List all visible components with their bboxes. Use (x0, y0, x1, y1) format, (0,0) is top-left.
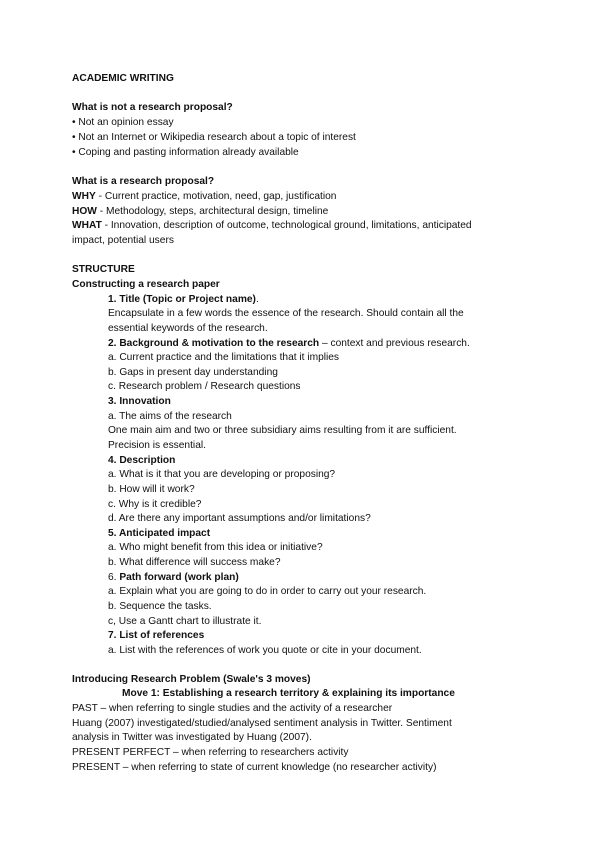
tense-present: PRESENT – when referring to state of current knowledge (no researcher activity) (72, 762, 437, 773)
section-2-title: 2. Background & motivation to the research (108, 338, 320, 349)
bullet-item: • Not an opinion essay (72, 117, 174, 128)
section-1-text: essential keywords of the research. (108, 323, 268, 334)
list-item: b. Gaps in present day understanding (108, 367, 278, 378)
how-text: - Methodology, steps, architectural design, timeline (96, 206, 329, 217)
list-item: a. Explain what you are going to do in order to carry out your research. (108, 586, 427, 597)
section-1-title: 1. Title (Topic or Project name) (108, 294, 256, 305)
list-item: a. Current practice and the limitations that it implies (108, 352, 340, 363)
what-line-continued: impact, potential users (72, 235, 174, 246)
list-item: b. How will it work? (108, 484, 195, 495)
what-text: - Innovation, description of outcome, technological ground, limitations, anticipated (101, 220, 472, 231)
section-3-text: Precision is essential. (108, 440, 206, 451)
section-2-title-line: 2. Background & motivation to the research – context and previous research. (108, 338, 470, 349)
bullet-item: • Not an Internet or Wikipedia research about a topic of interest (72, 132, 356, 143)
how-key: HOW (72, 206, 97, 217)
section-3-title: 3. Innovation (108, 396, 171, 407)
list-item: d. Are there any important assumptions and/or limitations? (108, 513, 371, 524)
why-text: - Current practice, motivation, need, gap, justification (95, 191, 337, 202)
example-text: Huang (2007) investigated/studied/analysed sentiment analysis in Twitter. Sentiment (72, 718, 452, 729)
example-text: analysis in Twitter was investigated by Huang (2007). (72, 732, 312, 743)
list-item: b. Sequence the tasks. (108, 601, 212, 612)
list-item: a. What is it that you are developing or proposing? (108, 469, 336, 480)
section-1-text: Encapsulate in a few words the essence of the research. Should contain all the (108, 308, 464, 319)
how-line (72, 205, 328, 219)
not-proposal-heading: What is not a research proposal? (72, 102, 233, 113)
list-item: c. Research problem / Research questions (108, 381, 301, 392)
tense-past: PAST – when referring to single studies and the activity of a researcher (72, 703, 393, 714)
list-item: a. List with the references of work you quote or cite in your document. (108, 645, 422, 656)
section-6-title: Path forward (work plan) (119, 572, 239, 583)
bullet-item: • Coping and pasting information already available (72, 147, 299, 158)
is-proposal-heading: What is a research proposal? (72, 176, 215, 187)
document-title: ACADEMIC WRITING (72, 73, 174, 84)
structure-subheading: Constructing a research paper (72, 279, 220, 290)
list-item: c. Why is it credible? (108, 499, 202, 510)
section-3-text: One main aim and two or three subsidiary aims resulting from it are sufficient. (108, 425, 457, 436)
tense-present-perfect: PRESENT PERFECT – when referring to researchers activity (72, 747, 349, 758)
what-key: WHAT (72, 220, 102, 231)
structure-heading: STRUCTURE (72, 264, 135, 275)
section-6-title-line: 6. Path forward (work plan) (108, 572, 239, 583)
why-line (72, 190, 336, 204)
what-line (72, 219, 472, 233)
section-5-title: 5. Anticipated impact (108, 528, 211, 539)
move-1-heading: Move 1: Establishing a research territory & explaining its importance (122, 688, 455, 699)
list-item: a. Who might benefit from this idea or initiative? (108, 542, 323, 553)
list-item: b. What difference will success make? (108, 557, 281, 568)
list-item: c, Use a Gantt chart to illustrate it. (108, 616, 262, 627)
list-item: a. The aims of the research (108, 411, 232, 422)
section-7-title: 7. List of references (108, 630, 205, 641)
section-1-title-line: 1. Title (Topic or Project name). (108, 294, 259, 305)
why-key: WHY (72, 191, 96, 202)
intro-heading: Introducing Research Problem (Swale's 3 moves) (72, 674, 311, 685)
section-4-title: 4. Description (108, 455, 176, 466)
